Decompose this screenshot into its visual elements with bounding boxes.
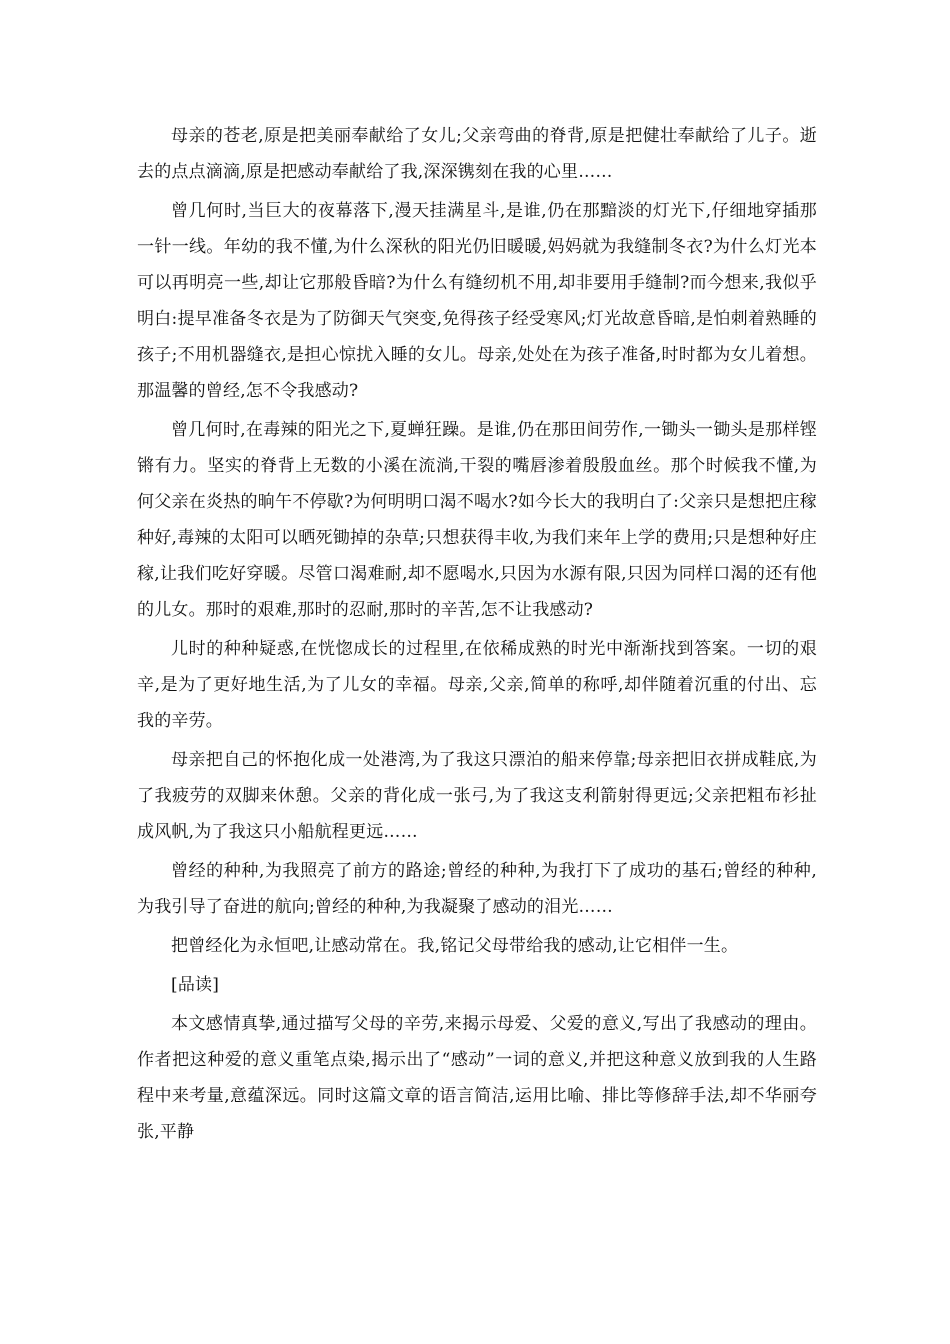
article-body xyxy=(137,118,817,1153)
commentary-paragraph: 本文感情真挚,通过描写父母的辛劳,来揭示母爱、父爱的意义,写出了我感动的理由。作者把这种爱的意义重笔点染,揭示出了“感动”一词的意义,并把这种意义放到我的人生路程中来考量,意蕴深远。同时这篇文章的语言简洁,运用比喻、排比等修辞手法,却不华丽夸张,平静 xyxy=(137,1014,817,1142)
paragraph-2: 曾几何时,当巨大的夜幕落下,漫天挂满星斗,是谁,仍在那黯淡的灯光下,仔细地穿插那一针一线。年幼的我不懂,为什么深秋的阳光仍旧暖暖,妈妈就为我缝制冬衣?为什么灯光本可以再明亮一些,却让它那般昏暗?为什么有缝纫机不用,却非要用手缝制?而今想来,我似乎明白:提早准备冬衣是为了防御天气突变,免得孩子经受寒风;灯光故意昏暗,是怕刺着熟睡的孩子;不用机器缝衣,是担心惊扰入睡的女儿。母亲,处处在为孩子准备,时时都为女儿着想。那温馨的曾经,怎不令我感动? xyxy=(137,201,817,401)
paragraph-4: 儿时的种种疑惑,在恍惚成长的过程里,在依稀成熟的时光中渐渐找到答案。一切的艰辛,是为了更好地生活,为了儿女的幸福。母亲,父亲,简单的称呼,却伴随着沉重的付出、忘我的辛劳。 xyxy=(137,639,817,731)
paragraph-1: 母亲的苍老,原是把美丽奉献给了女儿;父亲弯曲的脊背,原是把健壮奉献给了儿子。逝去的点点滴滴,原是把感动奉献给了我,深深镌刻在我的心里…… xyxy=(137,126,817,182)
paragraph-3: 曾几何时,在毒辣的阳光之下,夏蝉狂躁。是谁,仍在那田间劳作,一锄头一锄头是那样铿锵有力。坚实的脊背上无数的小溪在流淌,干裂的嘴唇渗着殷殷血丝。那个时候我不懂,为何父亲在炎热的晌午不停歇?为何明明口渴不喝水?如今长大的我明白了:父亲只是想把庄稼种好,毒辣的太阳可以晒死锄掉的杂草;只想获得丰收,为我们来年上学的费用;只是想种好庄稼,让我们吃好穿暖。尽管口渴难耐,却不愿喝水,只因为水源有限,只因为同样口渴的还有他的儿女。那时的艰难,那时的忍耐,那时的辛苦,怎不让我感动? xyxy=(137,420,817,620)
paragraph-7: 把曾经化为永恒吧,让感动常在。我,铭记父母带给我的感动,让它相伴一生。 xyxy=(171,936,739,956)
commentary-heading: [品读] xyxy=(171,975,220,995)
paragraph-5: 母亲把自己的怀抱化成一处港湾,为了我这只漂泊的船来停靠;母亲把旧衣拼成鞋底,为了我疲劳的双脚来休憩。父亲的背化成一张弓,为了我这支利箭射得更远;父亲把粗布衫扯成风帆,为了我这只小船航程更远…… xyxy=(137,750,817,842)
paragraph-6: 曾经的种种,为我照亮了前方的路途;曾经的种种,为我打下了成功的基石;曾经的种种,为我引导了奋进的航向;曾经的种种,为我凝聚了感动的泪光…… xyxy=(137,861,817,917)
